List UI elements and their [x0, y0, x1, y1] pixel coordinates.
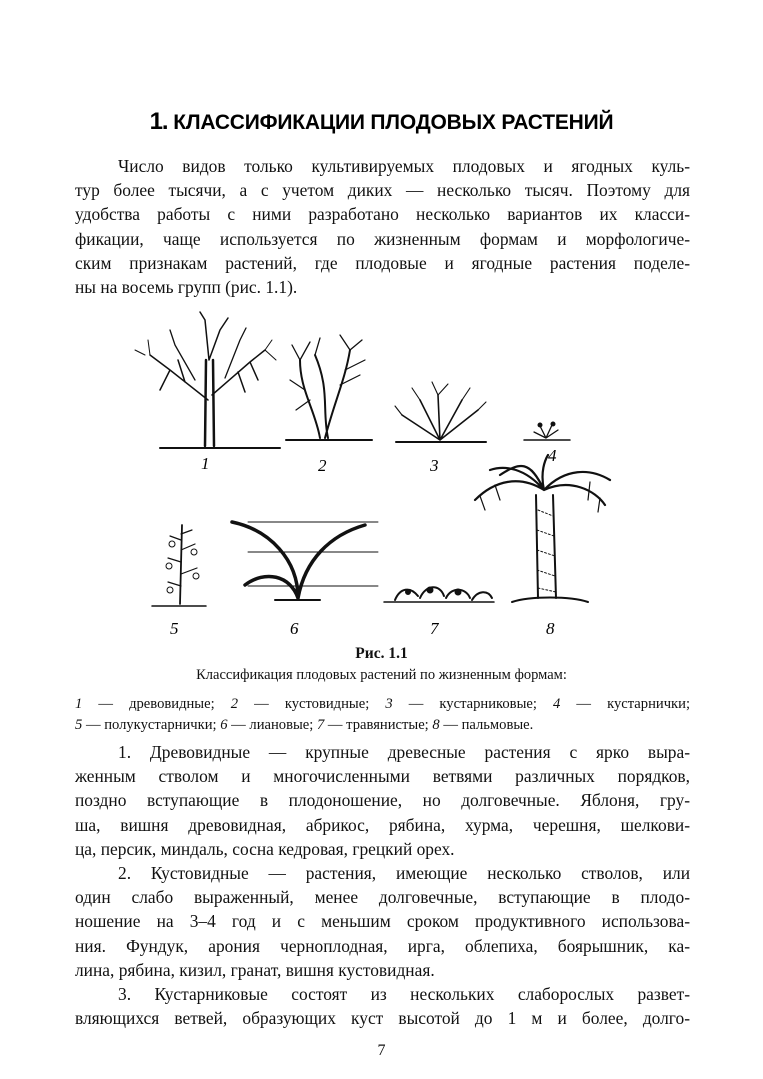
text-line: тур более тысячи, а с учетом диких — несколько тысяч. Поэтому для: [75, 180, 690, 201]
figure-life-forms: [0, 300, 763, 645]
text-line: 3. Кустарниковые состоят из нескольких слаборослых развет-: [118, 984, 690, 1004]
legend-number: 8: [432, 717, 440, 733]
paragraph-shrub-forms: [75, 982, 690, 1030]
plant-dwarf-shrub-drawing: [524, 422, 570, 440]
legend-line: [75, 715, 690, 736]
text-line: удобства работы с ними разработано несколько вариантов их класси-: [75, 204, 690, 225]
plant-herb-drawing: [384, 587, 494, 602]
figure-label: 3: [430, 456, 439, 475]
legend-number: 4: [553, 696, 561, 712]
legend-number: 5: [75, 717, 83, 733]
text-line: ния. Фундук, арония черноплодная, ирга, облепиха, боярышник, ка-: [75, 935, 690, 956]
paragraph-bush-forms: [75, 861, 690, 982]
legend-number: 3: [385, 696, 393, 712]
legend-text: — травянистые;: [324, 717, 433, 733]
chapter-heading: [70, 108, 693, 136]
text-line: ца, персик, миндаль, сосна кедровая, грецкий орех.: [75, 838, 455, 859]
figure-legend: [75, 694, 690, 736]
plant-tree-drawing: [135, 312, 280, 448]
legend-number: 6: [220, 717, 228, 733]
figure-label: 4: [548, 446, 557, 465]
figure-label: 6: [290, 619, 299, 638]
legend-text: — кустовидные;: [238, 696, 386, 712]
figure-label: 7: [430, 619, 439, 638]
text-line: вляющихся ветвей, образующих куст высотой до 1 м и более, долго-: [75, 1008, 690, 1029]
plant-semi-shrub-drawing: [152, 525, 206, 606]
legend-text: — кустарниковые;: [392, 696, 554, 712]
figure-caption-subtitle: Классификация плодовых растений по жизненным формам:: [196, 667, 567, 683]
text-line: один слабо выраженный, менее долговечные, вступающие в плодо-: [75, 887, 690, 908]
chapter-number: 1.: [149, 108, 168, 135]
intro-paragraph: [75, 154, 690, 299]
text-line: фикации, чаще используется по жизненным формам и морфологиче-: [75, 228, 690, 249]
plant-shrub-drawing: [395, 382, 486, 442]
figure-label: 1: [201, 454, 210, 473]
text-line: ским признакам растений, где плодовые и ягодные растения поделе-: [75, 252, 690, 273]
legend-text: — древовидные;: [82, 696, 231, 712]
plant-palm-drawing: [475, 455, 610, 602]
legend-line: [75, 694, 690, 715]
figure-caption-title: Рис. 1.1: [355, 645, 408, 662]
legend-number: 2: [230, 696, 239, 712]
text-line: 2. Кустовидные — растения, имеющие несколько стволов, или: [118, 863, 690, 883]
text-line: Число видов только культивируемых плодовых и ягодных куль-: [118, 156, 690, 176]
text-line: женным стволом и многочисленными ветвями различных порядков,: [75, 766, 690, 787]
legend-number: 1: [75, 696, 83, 712]
text-line: ша, вишня древовидная, абрикос, рябина, хурма, черешня, шелкови-: [75, 814, 690, 835]
plant-bush-drawing: [286, 335, 372, 440]
figure-label: 8: [546, 619, 555, 638]
legend-text: — кустарнички;: [560, 696, 691, 712]
plant-vine-drawing: [232, 522, 378, 600]
figure-label: 2: [318, 456, 327, 475]
text-line: поздно вступающие в плодоношение, но долговечные. Яблоня, гру-: [75, 790, 690, 811]
paragraph-tree-forms: [75, 740, 690, 861]
text-line: ны на восемь групп (рис. 1.1).: [75, 277, 298, 298]
text-line: ношение на 3–4 год и с меньшим сроком продуктивного использова-: [75, 911, 690, 932]
text-line: лина, рябина, кизил, гранат, вишня кустовидная.: [75, 959, 435, 980]
legend-text: — лиановые;: [227, 717, 317, 733]
page-number: 7: [377, 1042, 386, 1059]
legend-text: — полукустарнички;: [82, 717, 221, 733]
legend-number: 7: [316, 717, 325, 733]
text-line: 1. Древовидные — крупные древесные растения с ярко выра-: [118, 742, 690, 762]
legend-text: — пальмовые.: [439, 717, 534, 733]
figure-drawing: [0, 300, 763, 645]
figure-label: 5: [170, 619, 179, 638]
chapter-title: КЛАССИФИКАЦИИ ПЛОДОВЫХ РАСТЕНИЙ: [173, 111, 614, 134]
